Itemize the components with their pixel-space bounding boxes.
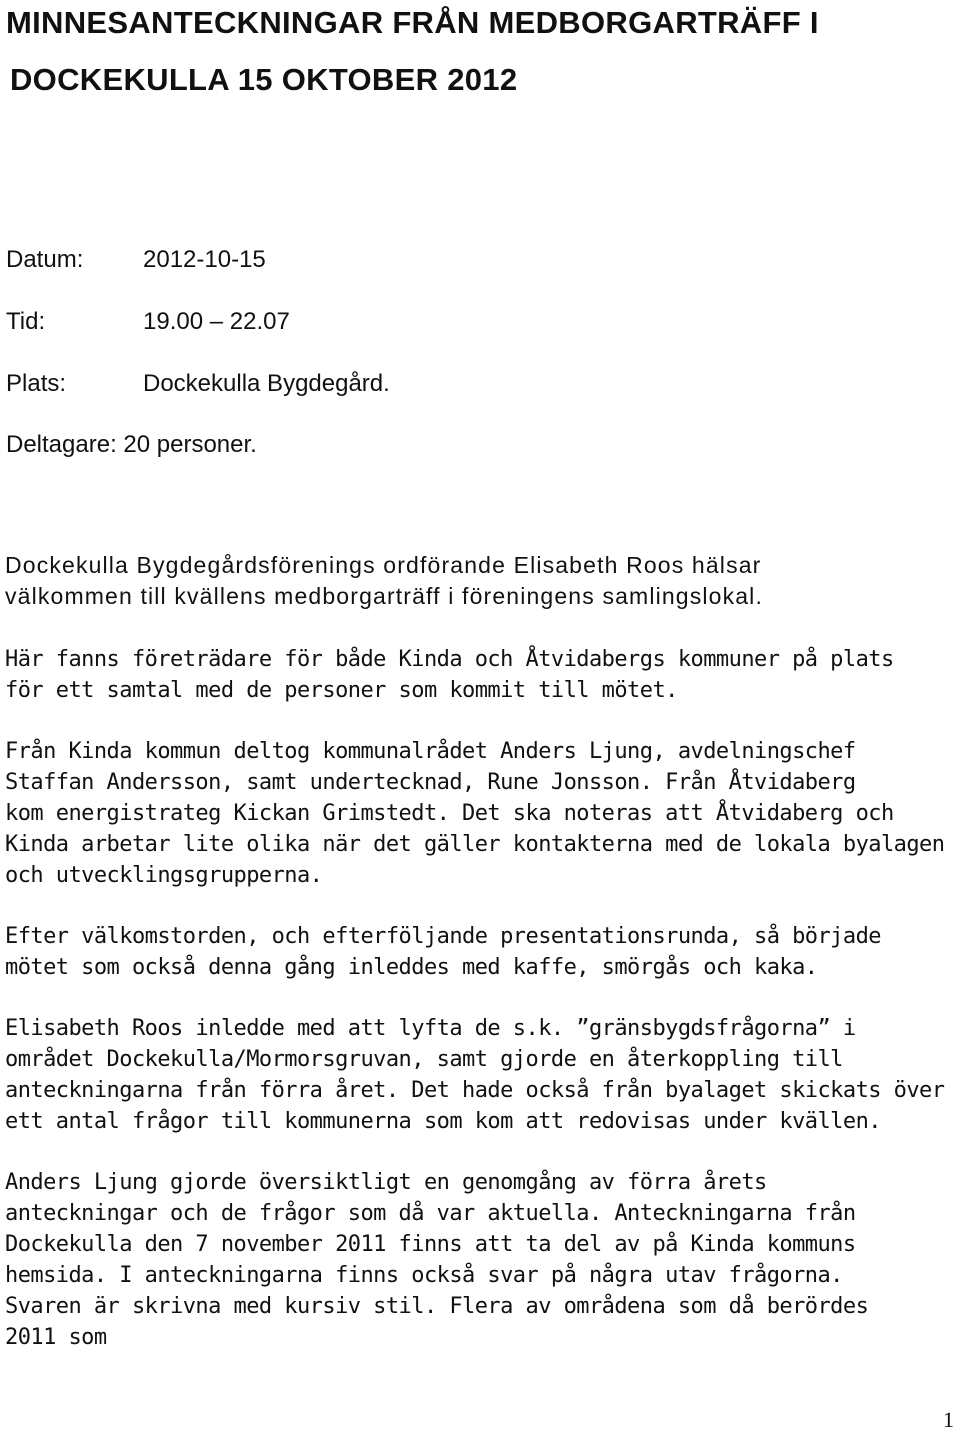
paragraph-line: kom energistrateg Kickan Grimstedt. Det ska noteras att Åtvidaberg och bbox=[5, 801, 894, 826]
meta-datum-row bbox=[6, 244, 266, 276]
paragraph-welcome bbox=[5, 550, 957, 612]
paragraph-line: mötet som också denna gång inleddes med kaffe, smörgås och kaka. bbox=[5, 955, 818, 980]
paragraph-line: området Dockekulla/Mormorsgruvan, samt gjorde en återkoppling till bbox=[5, 1047, 843, 1072]
paragraph-line: Dockekulla Bygdegårdsförenings ordförande Elisabeth Roos hälsar bbox=[5, 552, 762, 578]
paragraph-meeting-start bbox=[5, 921, 957, 983]
paragraph-line: Här fanns företrädare för både Kinda och Åtvidabergs kommuner på plats bbox=[5, 647, 894, 672]
meta-deltagare-row bbox=[6, 429, 257, 461]
paragraph-line: och utvecklingsgrupperna. bbox=[5, 863, 323, 888]
paragraph-line: hemsida. I anteckningarna finns också svar på några utav frågorna. bbox=[5, 1263, 843, 1288]
document-title-line-1: MINNESANTECKNINGAR FRÅN MEDBORGARTRÄFF I bbox=[6, 5, 819, 40]
paragraph-line: för ett samtal med de personer som kommit till mötet. bbox=[5, 678, 678, 703]
document-title-line-2: DOCKEKULLA 15 OKTOBER 2012 bbox=[10, 62, 518, 97]
paragraph-line: Staffan Andersson, samt undertecknad, Rune Jonsson. Från Åtvidaberg bbox=[5, 770, 856, 795]
meta-tid-value: 19.00 – 22.07 bbox=[143, 308, 290, 335]
meta-tid-label: Tid: bbox=[6, 308, 46, 335]
paragraph-representatives bbox=[5, 644, 957, 706]
meta-deltagare-label: Deltagare: bbox=[6, 431, 117, 458]
paragraph-review bbox=[5, 1167, 957, 1353]
paragraph-line: ett antal frågor till kommunerna som kom att redovisas under kvällen. bbox=[5, 1109, 881, 1134]
paragraph-line: välkommen till kvällens medborgarträff i föreningens samlingslokal. bbox=[5, 583, 763, 609]
meta-plats-row bbox=[6, 368, 390, 400]
paragraph-line: Dockekulla den 7 november 2011 finns att ta del av på Kinda kommuns bbox=[5, 1232, 856, 1257]
paragraph-line: Anders Ljung gjorde översiktligt en genomgång av förra årets bbox=[5, 1170, 767, 1195]
page-number: 1 bbox=[943, 1407, 954, 1432]
paragraph-line: Kinda arbetar lite olika när det gäller kontakterna med de lokala byalagen bbox=[5, 832, 945, 857]
meta-datum-label: Datum: bbox=[6, 246, 84, 273]
meta-deltagare-value: 20 personer. bbox=[123, 431, 257, 458]
meta-plats-value: Dockekulla Bygdegård. bbox=[143, 370, 390, 397]
paragraph-line: anteckningar och de frågor som då var aktuella. Anteckningarna från bbox=[5, 1201, 856, 1226]
paragraph-line: Svaren är skrivna med kursiv stil. Flera av områdena som då berördes bbox=[5, 1294, 869, 1319]
paragraph-participants bbox=[5, 736, 957, 891]
paragraph-line: anteckningarna från förra året. Det hade också från byalaget skickats över bbox=[5, 1078, 945, 1103]
paragraph-border-questions bbox=[5, 1013, 957, 1137]
paragraph-line: Från Kinda kommun deltog kommunalrådet Anders Ljung, avdelningschef bbox=[5, 739, 856, 764]
meta-tid-row bbox=[6, 306, 290, 338]
meta-datum-value: 2012-10-15 bbox=[143, 246, 266, 273]
paragraph-line: Efter välkomstorden, och efterföljande presentationsrunda, så började bbox=[5, 924, 881, 949]
meta-plats-label: Plats: bbox=[6, 370, 67, 397]
paragraph-line: 2011 som bbox=[5, 1325, 107, 1350]
paragraph-line: Elisabeth Roos inledde med att lyfta de s.k. ”gränsbygdsfrågorna” i bbox=[5, 1016, 856, 1041]
